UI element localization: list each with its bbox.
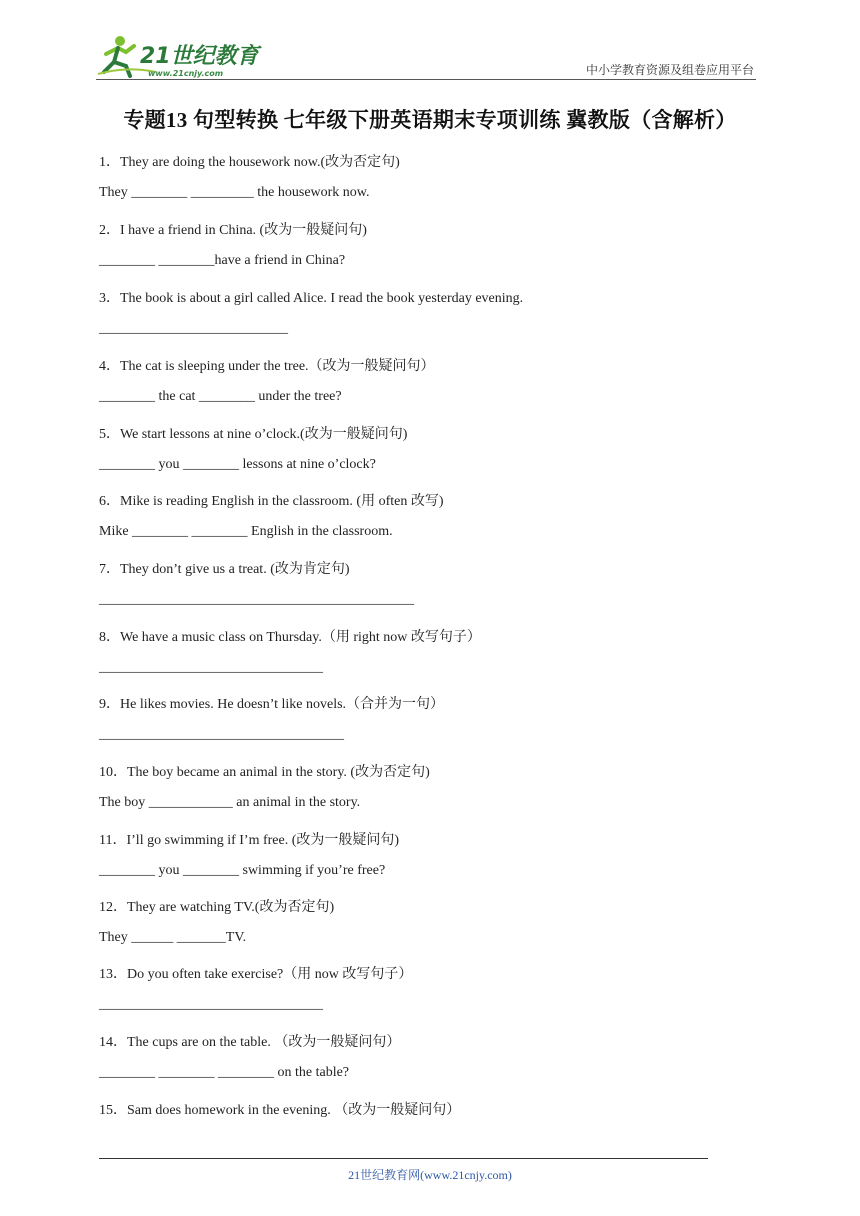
question-line: 8．We have a music class on Thursday.（用 right now 改写句子） — [99, 630, 481, 645]
answer-line: The boy ____________ an animal in the story. — [99, 795, 361, 810]
document-title: 专题13 句型转换 七年级下册英语期末专项训练 冀教版（含解析） — [123, 108, 737, 132]
question-line: 5．We start lessons at nine o’clock.(改为一般疑问句) — [99, 427, 408, 442]
page-header — [96, 32, 756, 80]
question-line: 3．The book is about a girl called Alice. I read the book yesterday evening. — [99, 291, 524, 306]
answer-line: ________________________________ — [99, 997, 323, 1012]
question-line: 9．He likes movies. He doesn’t like novels.（合并为一句） — [99, 697, 445, 712]
answer-line: Mike ________ ________ English in the classroom. — [99, 524, 393, 539]
question-line: 2．I have a friend in China. (改为一般疑问句) — [99, 223, 367, 238]
question-line: 10．The boy became an animal in the story. (改为否定句) — [99, 765, 430, 780]
site-logo — [96, 32, 266, 80]
answer-line: ________ you ________ lessons at nine o’clock? — [99, 457, 376, 472]
answer-line: ___________________________ — [99, 321, 288, 336]
question-line: 15．Sam does homework in the evening. （改为一般疑问句） — [99, 1103, 461, 1118]
footer-divider — [99, 1158, 708, 1159]
question-line: 12．They are watching TV.(改为否定句) — [99, 900, 335, 915]
footer-source: 21世纪教育网(www.21cnjy.com) — [348, 1168, 512, 1182]
svg-text:www.21cnjy.com: www.21cnjy.com — [148, 69, 224, 78]
answer-line: ________ ________ ________ on the table? — [99, 1065, 350, 1080]
question-line: 11．I’ll go swimming if I’m free. (改为一般疑问句) — [99, 833, 400, 848]
question-line: 14．The cups are on the table. （改为一般疑问句） — [99, 1035, 401, 1050]
answer-line: They ________ _________ the housework now. — [99, 185, 370, 200]
question-line: 7．They don’t give us a treat. (改为肯定句) — [99, 562, 350, 577]
question-line: 1．They are doing the housework now.(改为否定句) — [99, 155, 400, 170]
answer-line: ________ you ________ swimming if you’re free? — [99, 863, 386, 878]
answer-line: They ______ _______TV. — [99, 930, 247, 945]
question-line: 13．Do you often take exercise?（用 now 改写句子） — [99, 967, 413, 982]
answer-line: ___________________________________ — [99, 727, 344, 742]
platform-name: 中小学教育资源及组卷应用平台 — [585, 63, 754, 77]
answer-line: ________________________________ — [99, 660, 323, 675]
header-divider — [96, 79, 756, 80]
answer-line: _____________________________________________ — [99, 592, 414, 607]
answer-line: ________ the cat ________ under the tree? — [99, 389, 342, 404]
answer-line: ________ ________have a friend in China? — [99, 253, 346, 268]
question-line: 6．Mike is reading English in the classroom. (用 often 改写) — [99, 494, 444, 509]
svg-text:21世纪教育: 21世纪教育 — [140, 44, 259, 69]
question-line: 4．The cat is sleeping under the tree.（改为一般疑问句） — [99, 359, 435, 374]
